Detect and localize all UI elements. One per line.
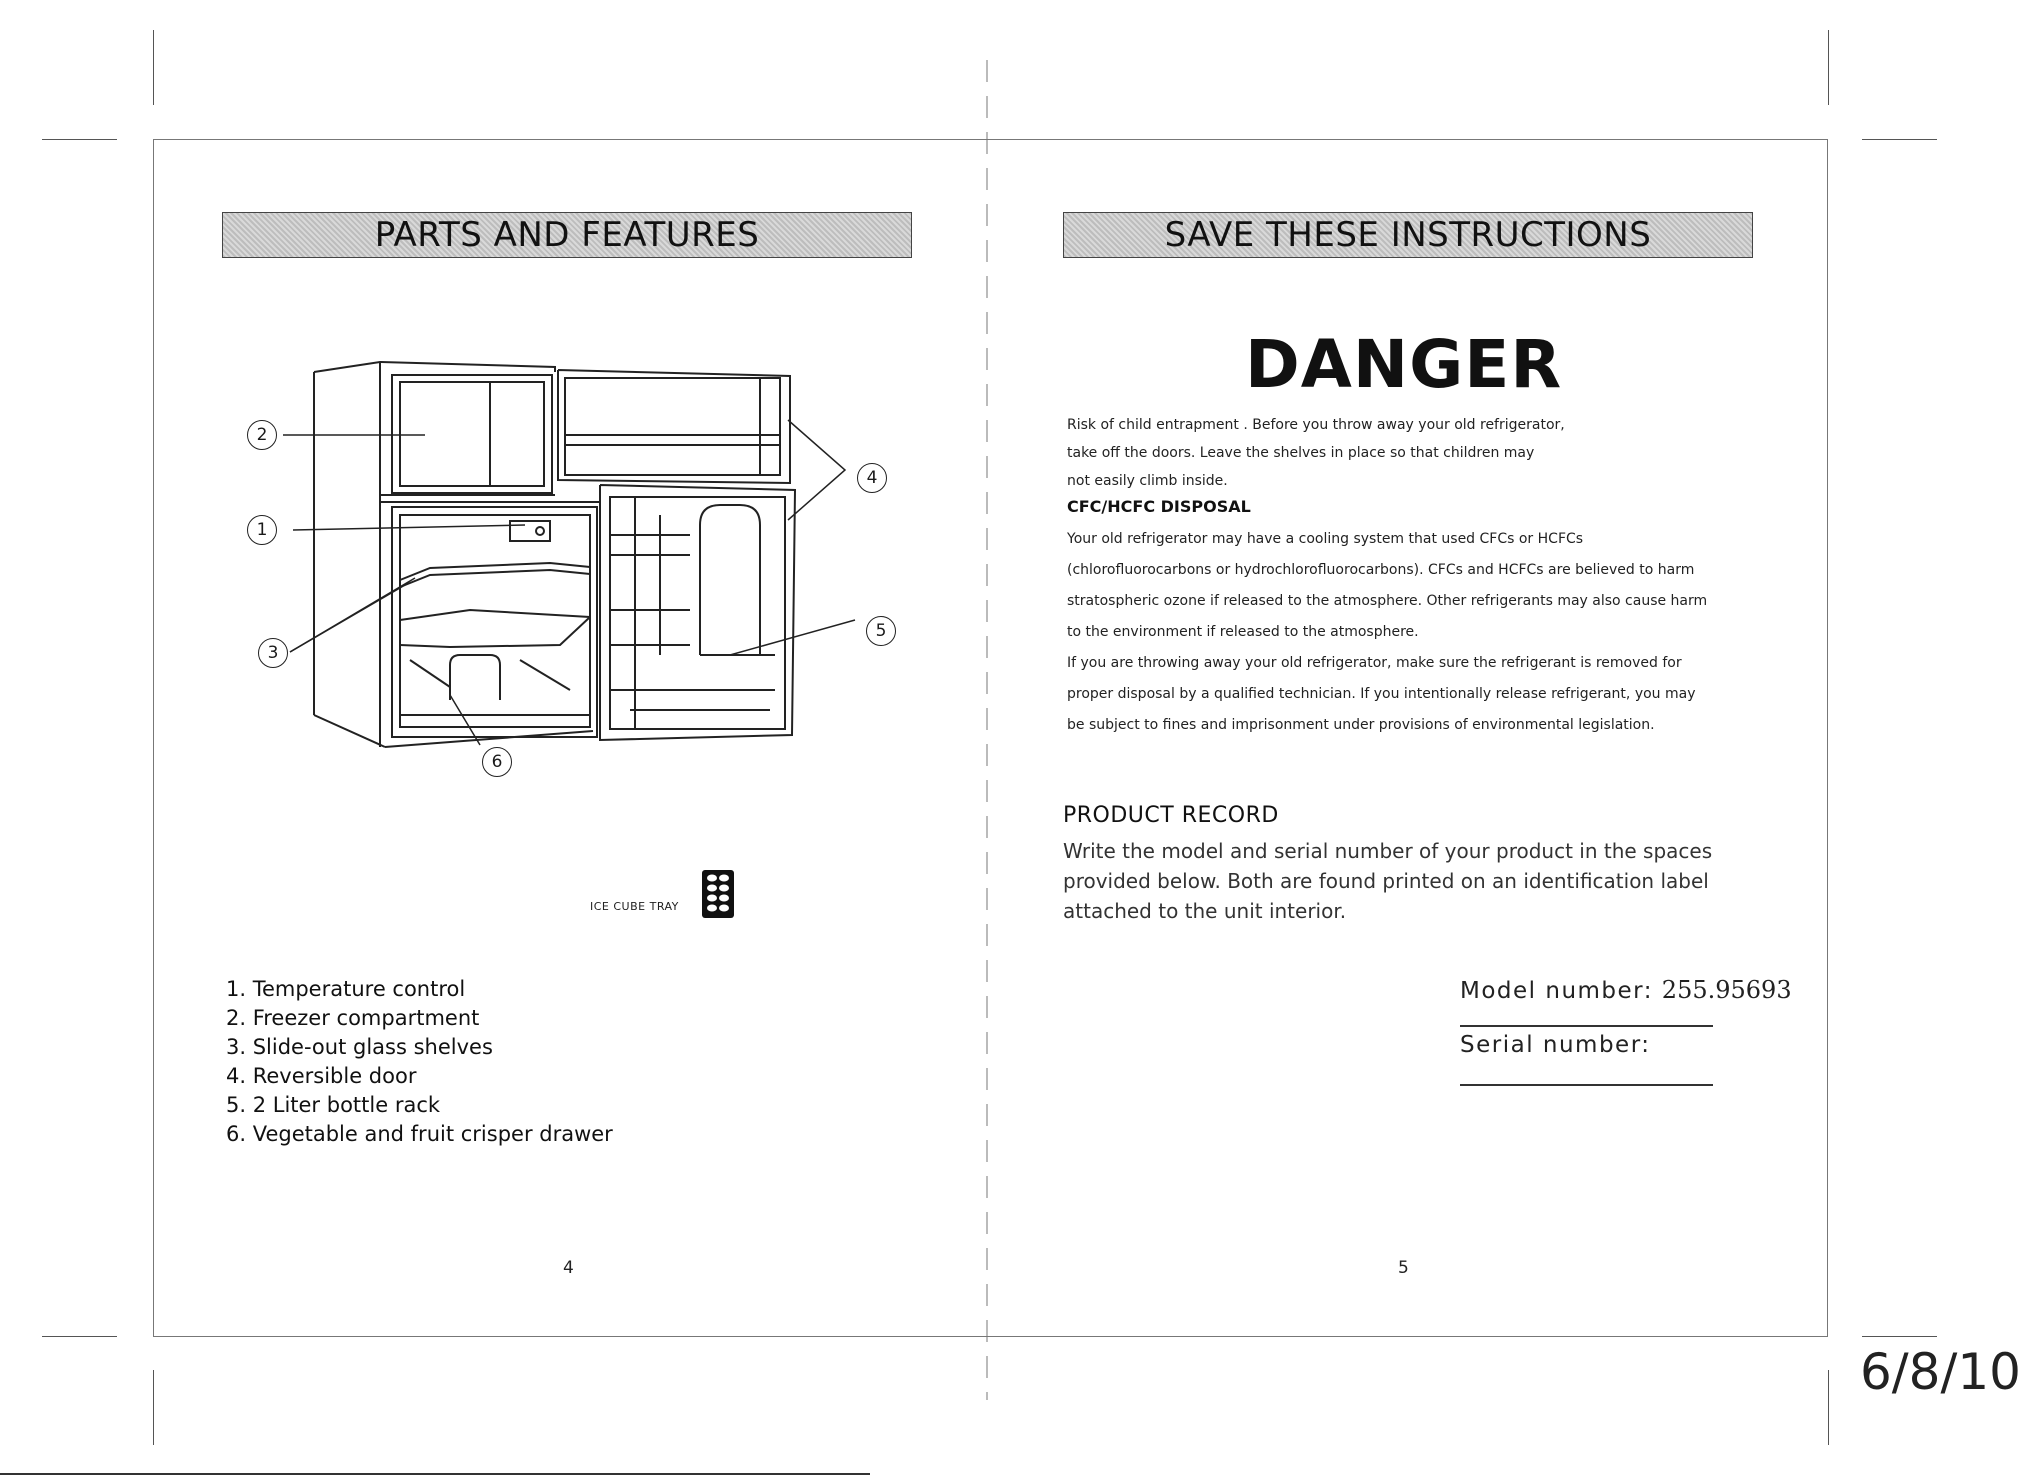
callout-leader-lines xyxy=(0,0,1000,800)
product-record-title: PRODUCT RECORD xyxy=(1063,803,1279,828)
page-number-right: 5 xyxy=(1398,1258,1409,1278)
entrapment-line: Risk of child entrapment . Before you throw away your old refrigerator, xyxy=(1067,417,1565,433)
crop-mark xyxy=(153,1370,154,1445)
list-item: 4. Reversible door xyxy=(226,1064,417,1088)
danger-title: DANGER xyxy=(1245,326,1563,403)
entrapment-line: take off the doors. Leave the shelves in place so that children may xyxy=(1067,445,1535,461)
callout-3: 3 xyxy=(258,638,288,668)
cfc-disposal-title: CFC/HCFC DISPOSAL xyxy=(1067,497,1251,516)
list-item: 2. Freezer compartment xyxy=(226,1006,480,1030)
cfc-line: be subject to fines and imprisonment under provisions of environmental legislation. xyxy=(1067,717,1655,733)
callout-1: 1 xyxy=(247,515,277,545)
cfc-line: (chlorofluorocarbons or hydrochlorofluorocarbons). CFCs and HCFCs are believed to harm xyxy=(1067,562,1695,578)
parts-list xyxy=(226,975,613,1149)
crop-mark xyxy=(1828,30,1829,105)
cfc-line: to the environment if released to the atmosphere. xyxy=(1067,624,1419,640)
cfc-line: If you are throwing away your old refrigerator, make sure the refrigerant is removed for xyxy=(1067,655,1682,671)
crop-mark xyxy=(1862,1336,1937,1337)
cfc-line: proper disposal by a qualified technician. If you intentionally release refrigerant, you may xyxy=(1067,686,1696,702)
model-number-line xyxy=(1460,1025,1713,1027)
save-instructions-header xyxy=(1063,212,1753,258)
callout-2: 2 xyxy=(247,420,277,450)
cfc-line: Your old refrigerator may have a cooling system that used CFCs or HCFCs xyxy=(1067,531,1584,547)
date-stamp: 6/8/10 xyxy=(1860,1343,2021,1401)
callout-5: 5 xyxy=(866,616,896,646)
product-record-body: Write the model and serial number of your product in the spaces provided below. Both are found printed on an identification label attached to the unit interior. xyxy=(1063,839,1713,923)
save-instructions-title: SAVE THESE INSTRUCTIONS xyxy=(1164,215,1652,255)
list-item: 5. 2 Liter bottle rack xyxy=(226,1093,441,1117)
callout-4: 4 xyxy=(857,463,887,493)
serial-number-line xyxy=(1460,1084,1713,1086)
callout-6: 6 xyxy=(482,747,512,777)
cfc-line: stratospheric ozone if released to the atmosphere. Other refrigerants may also cause harm xyxy=(1067,593,1708,609)
parts-features-title: PARTS AND FEATURES xyxy=(374,215,760,255)
list-item: 6. Vegetable and fruit crisper drawer xyxy=(226,1122,613,1146)
ice-tray-icon xyxy=(700,868,736,920)
crop-mark xyxy=(42,1336,117,1337)
model-number-label: Model number: 255.95693 xyxy=(1460,976,1792,1004)
entrapment-line: not easily climb inside. xyxy=(1067,473,1228,489)
crop-mark xyxy=(1862,139,1937,140)
model-number-value: 255.95693 xyxy=(1661,976,1792,1004)
ice-tray-label: ICE CUBE TRAY xyxy=(590,900,679,913)
list-item: 1. Temperature control xyxy=(226,977,466,1001)
serial-number-label: Serial number: xyxy=(1460,1032,1651,1058)
page-number-left: 4 xyxy=(563,1258,574,1278)
crop-mark xyxy=(1828,1370,1829,1445)
list-item: 3. Slide-out glass shelves xyxy=(226,1035,493,1059)
